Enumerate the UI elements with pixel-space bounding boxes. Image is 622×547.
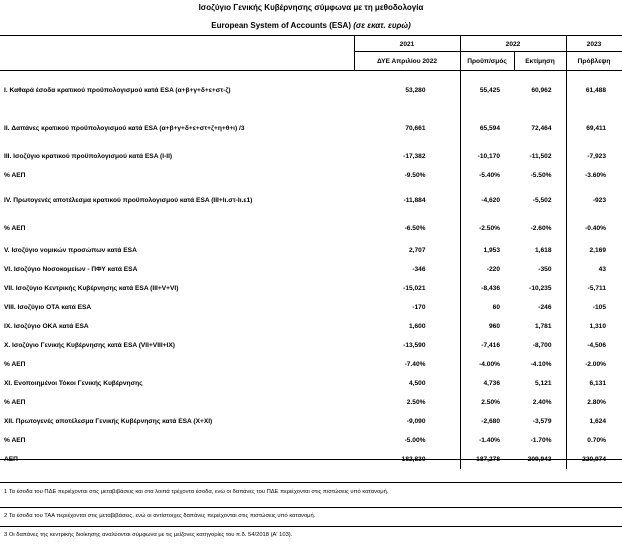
value-2022-budget: -5.40% [479, 172, 500, 179]
value-2023: 220,974 [582, 456, 606, 463]
table-row [0, 374, 622, 393]
header-year-2021: 2021 [399, 41, 415, 48]
row-label: X. Ισοζύγιο Γενικής Κυβέρνησης κατά ESA (VII+VIII+IX) [4, 342, 175, 349]
value-2022-budget: 960 [488, 323, 500, 330]
value-2023: -0.40% [585, 225, 606, 232]
value-2021: -13,590 [354, 336, 460, 355]
footnote-1: 1 Τα έσοδα του ΠΔΕ περιέχονται στις μεταβιβάσεις και στα λοιπά τρέχοντα έσοδα, ενώ οι δαπάνες του ΠΔΕ περιέχονται στις πιστώσεις υπό κατανομή. [4, 489, 389, 495]
year-header-rule [354, 51, 622, 52]
note-rule-1 [0, 482, 622, 483]
table-row [0, 450, 622, 469]
value-2022-estimate: 60,962 [514, 71, 566, 109]
row-label: VIII. Ισοζύγιο ΟΤΑ κατά ESA [4, 304, 92, 311]
row-label: III. Ισοζύγιο κρατικού προϋπολογισμού κατά ESA (I-II) [4, 153, 173, 160]
value-2022-budget: 55,425 [479, 86, 500, 94]
value-2022-estimate: 72,464 [514, 109, 566, 147]
value-2023: -4,506 [587, 342, 606, 349]
value-2022-estimate: -5.50% [514, 166, 566, 185]
value-2021: 182,830 [354, 450, 460, 469]
table-row [0, 412, 622, 431]
row-label: % ΑΕΠ [4, 172, 26, 179]
value-2023: -3.60% [585, 172, 606, 179]
row-label: VII. Ισοζύγιο Κεντρικής Κυβέρνησης κατά ESA (III+V+VI) [4, 285, 179, 292]
value-2022-estimate: 1,781 [514, 317, 566, 336]
value-2022-estimate: 1,618 [514, 241, 566, 260]
table-row [0, 260, 622, 279]
value-2023: 2,169 [589, 247, 606, 254]
header-year-2023: 2023 [586, 41, 602, 48]
table-row [0, 166, 622, 185]
value-2023: 1,624 [589, 418, 606, 425]
value-2023: 1,310 [589, 323, 606, 330]
value-2023: -2.00% [585, 361, 606, 368]
table-row [0, 393, 622, 412]
value-2022-estimate: -5,502 [514, 185, 566, 216]
value-2022-budget: -4.00% [479, 361, 500, 368]
value-2022-budget: 2.50% [481, 399, 500, 406]
value-2022-budget: -8,436 [481, 285, 500, 292]
row-label: XII. Πρωτογενές αποτέλεσμα Γενικής Κυβέρνησης κατά ESA (X+XI) [4, 418, 213, 425]
header-col-2022-budget: Προϋπ/σμός [467, 58, 507, 65]
value-2022-budget: -4,620 [481, 197, 500, 204]
table-row [0, 241, 622, 260]
row-label: XI. Ενοποιημένοι Τόκοι Γενικής Κυβέρνησης [4, 380, 143, 387]
value-2021: 2,707 [354, 241, 460, 260]
value-2022-estimate: 209,943 [514, 450, 566, 469]
table-row [0, 185, 622, 216]
footnote-2: 2 Τα έσοδα του ΤΑΑ περιέχονται στις μεταβιβάσεις, ενώ οι αντίστοιχες δαπάνες περιέχονται στις πιστώσεις υπό κατανομή. [4, 513, 316, 519]
value-2022-budget: 187,278 [476, 456, 500, 463]
value-2021: 70,661 [354, 109, 460, 147]
table-row [0, 336, 622, 355]
value-2022-budget: 60 [492, 304, 500, 311]
header-col-2023: Πρόβλεψη [577, 58, 611, 65]
table-row [0, 216, 622, 241]
value-2022-estimate: -4.10% [514, 355, 566, 374]
value-2023: -7,923 [587, 153, 606, 160]
table-row [0, 147, 622, 166]
value-2022-budget: -10,170 [477, 153, 500, 160]
table-row [0, 298, 622, 317]
table-row [0, 109, 622, 147]
value-2023: 61,488 [585, 86, 606, 94]
row-label: IX. Ισοζύγιο ΟΚΑ κατά ESA [4, 323, 89, 330]
value-2022-estimate: -11,502 [514, 147, 566, 166]
value-2021: -170 [354, 298, 460, 317]
value-2021: 2.50% [354, 393, 460, 412]
value-2022-estimate: -8,700 [514, 336, 566, 355]
header-year-2022: 2022 [505, 41, 521, 48]
row-label: ΑΕΠ [4, 456, 18, 463]
header-col-2022-estimate: Εκτίμηση [525, 58, 555, 65]
value-2022-budget: 65,594 [479, 124, 500, 132]
value-2021: -6.50% [354, 216, 460, 241]
document-title: Ισοζύγιο Γενικής Κυβέρνησης σύμφωνα με τη μεθοδολογία [198, 3, 424, 12]
value-2021: -11,884 [354, 185, 460, 216]
value-2022-budget: -220 [486, 266, 500, 273]
value-2021: 4,500 [354, 374, 460, 393]
value-2022-estimate: 2.40% [514, 393, 566, 412]
value-2023: -105 [592, 304, 606, 311]
row-label: % ΑΕΠ [4, 437, 26, 444]
row-label: % ΑΕΠ [4, 399, 26, 406]
value-2021: -15,021 [354, 279, 460, 298]
value-2022-estimate: -3,579 [514, 412, 566, 431]
row-label: I. Καθαρά έσοδα κρατικού προϋπολογισμού κατά ESA (α+β+γ+δ+ε+στ-ζ) [4, 86, 231, 94]
value-2021: -7.40% [354, 355, 460, 374]
note-rule-2 [0, 507, 622, 508]
value-2022-budget: -2,680 [481, 418, 500, 425]
header-col-2021: ΔΥΕ Απριλίου 2022 [376, 58, 438, 65]
row-label: % ΑΕΠ [4, 225, 26, 232]
document-subtitle [0, 21, 622, 30]
value-2022-budget: 4,736 [483, 380, 500, 387]
footnote-3: 3 Οι δαπάνες της κεντρικής διοίκησης αναλύονται σύμφωνα με τις μείζονες κατηγορίες του π.δ. 54/2018 (Α' 103). [4, 532, 293, 538]
row-label: IV. Πρωτογενές αποτέλεσμα κρατικού προϋπολογισμού κατά ESA (III+Iι.στ-Iι.ε1) [4, 197, 253, 204]
table-top-rule [0, 35, 622, 36]
value-2023: 43 [598, 266, 606, 273]
value-2021: 1,600 [354, 317, 460, 336]
value-2021: 53,280 [354, 71, 460, 109]
budget-table [0, 71, 622, 469]
note-rule-3 [0, 526, 622, 527]
subtitle-main: European System of Accounts (ESA) [211, 21, 351, 30]
row-label: VI. Ισοζύγιο Νοσοκομείων - ΠΦΥ κατά ESA [4, 266, 138, 273]
value-2021: -5.00% [354, 431, 460, 450]
value-2023: -923 [592, 197, 606, 204]
value-2022-budget: -7,416 [481, 342, 500, 349]
table-row [0, 317, 622, 336]
value-2022-estimate: -350 [514, 260, 566, 279]
value-2021: -346 [354, 260, 460, 279]
value-2023: 69,411 [586, 124, 606, 132]
value-2022-budget: -1.40% [479, 437, 500, 444]
row-label: % ΑΕΠ [4, 361, 26, 368]
subtitle-unit: (σε εκατ. ευρώ) [353, 21, 411, 30]
value-2022-estimate: -2.60% [514, 216, 566, 241]
row-label: II. Δαπάνες κρατικού προϋπολογισμού κατά ESA (α+β+γ+δ+ε+στ+ζ+η+θ+ι) /3 [4, 124, 245, 132]
value-2022-budget: -2.50% [479, 225, 500, 232]
value-2022-estimate: -10,235 [514, 279, 566, 298]
value-2021: -17,382 [354, 147, 460, 166]
value-2021: -9.50% [354, 166, 460, 185]
value-2021: -9,090 [354, 412, 460, 431]
value-2022-estimate: 5,121 [514, 374, 566, 393]
value-2022-budget: 1,953 [483, 247, 500, 254]
value-2023: 2.80% [587, 399, 606, 406]
table-row [0, 279, 622, 298]
value-2023: -5,711 [587, 285, 606, 292]
value-2022-estimate: -246 [514, 298, 566, 317]
table-row [0, 355, 622, 374]
row-label: V. Ισοζύγιο νομικών προσώπων κατά ESA [4, 247, 137, 254]
value-2023: 0.70% [587, 437, 606, 444]
table-row [0, 71, 622, 109]
value-2022-estimate: -1.70% [514, 431, 566, 450]
table-row [0, 431, 622, 450]
value-2023: 6,131 [589, 380, 606, 387]
